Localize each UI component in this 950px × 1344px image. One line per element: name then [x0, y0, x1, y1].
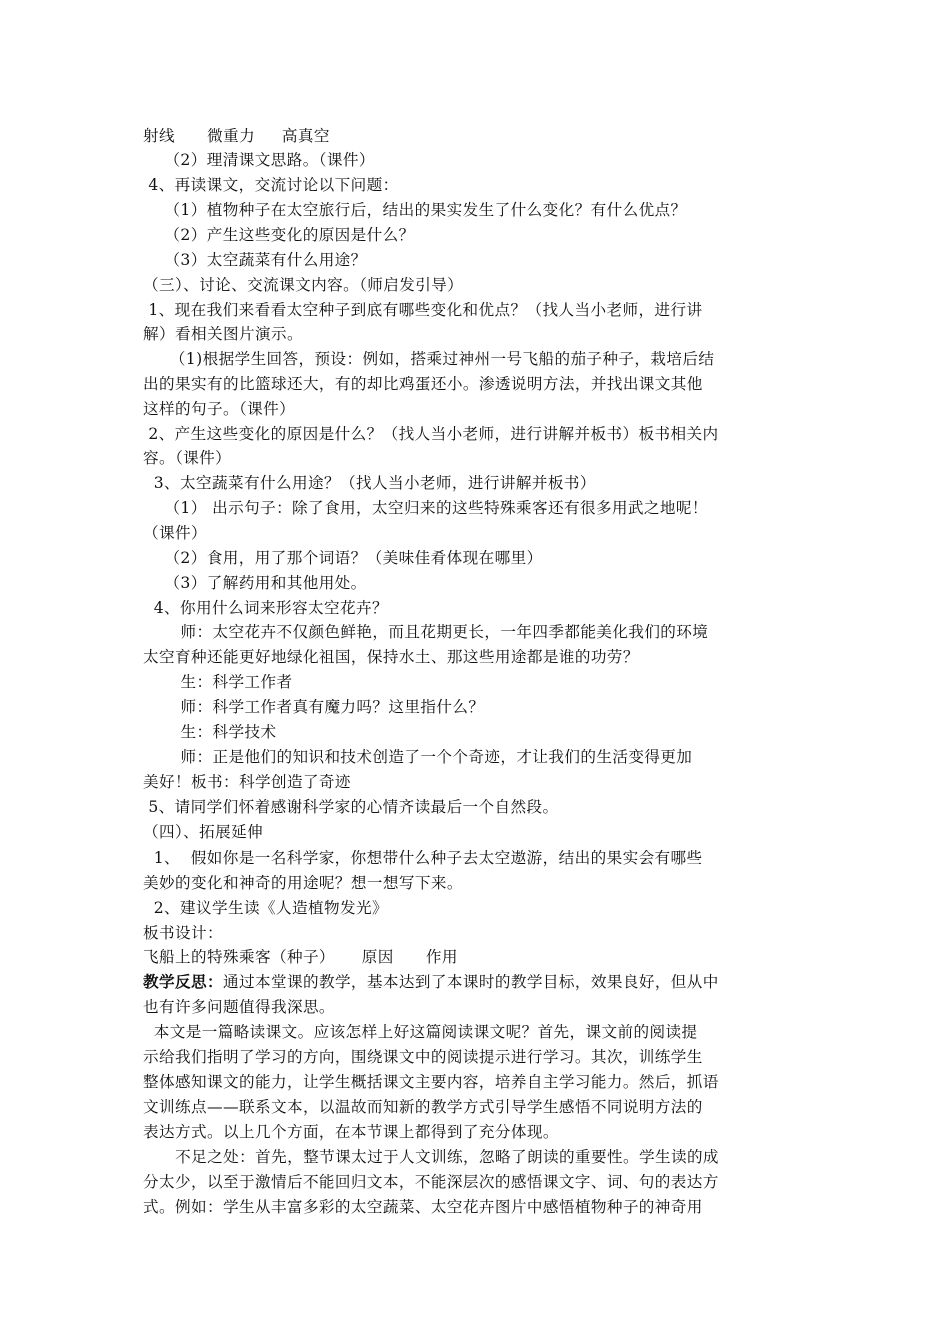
text-line: 这样的句子。（课件）: [143, 400, 296, 418]
text-line: （1)根据学生回答，预设：例如，搭乘过神州一号飞船的茄子种子，栽培后结: [143, 350, 715, 368]
text-line: 本文是一篇略读课文。应该怎样上好这篇阅读课文呢？首先，课文前的阅读提: [143, 1023, 698, 1041]
text-line: 容。（课件）: [143, 449, 232, 467]
text-line: 生：科学技术: [143, 723, 277, 741]
text-line: 文训练点——联系文本，以温故而知新的教学方式引导学生感悟不同说明方法的: [143, 1098, 703, 1116]
text-line: 板书设计：: [143, 924, 223, 942]
text-line: （2）产生这些变化的原因是什么？: [143, 226, 415, 244]
text-line: 射线 微重力 高真空: [143, 127, 330, 145]
text-line: （2）理清课文思路。（课件）: [143, 151, 375, 169]
text-line: 式。例如：学生从丰富多彩的太空蔬菜、太空花卉图片中感悟植物种子的神奇用: [143, 1198, 703, 1216]
text-line: 示给我们指明了学习的方向，围绕课文中的阅读提示进行学习。其次，训练学生: [143, 1048, 703, 1066]
reflection-label: 教学反思：: [143, 972, 223, 991]
text-line: 4、再读课文，交流讨论以下问题：: [143, 176, 399, 194]
text-line: 师：太空花卉不仅颜色鲜艳，而且花期更长，一年四季都能美化我们的环境: [143, 623, 709, 641]
text-line: （课件）: [143, 524, 207, 542]
text-line: （1） 出示句子：除了食用，太空归来的这些特殊乘客还有很多用武之地呢！: [143, 499, 708, 517]
text-line: 2、产生这些变化的原因是什么？（找人当小老师，进行讲解并板书）板书相关内: [143, 425, 719, 443]
text-line: 解）看相关图片演示。: [143, 325, 303, 343]
text-line: （2）食用，用了那个词语？（美味佳肴体现在哪里）: [143, 549, 543, 567]
text-line: 生：科学工作者: [143, 673, 293, 691]
text-line: 不足之处：首先，整节课太过于人文训练，忽略了朗读的重要性。学生读的成: [143, 1148, 719, 1166]
text-line: （3）太空蔬菜有什么用途？: [143, 251, 367, 269]
text-line: 2、建议学生读《人造植物发光》: [143, 899, 388, 917]
text-line: 表达方式。以上几个方面，在本节课上都得到了充分体现。: [143, 1123, 559, 1141]
text-line: 整体感知课文的能力，让学生概括课文主要内容，培养自主学习能力。然后，抓语: [143, 1073, 719, 1091]
text-line: 也有许多问题值得我深思。: [143, 998, 335, 1016]
text-line: 4、你用什么词来形容太空花卉？: [143, 599, 388, 617]
text-line: 飞船上的特殊乘客（种子） 原因 作用: [143, 948, 458, 966]
reflection-line: [143, 970, 719, 994]
text-line: 3、太空蔬菜有什么用途？（找人当小老师，进行讲解并板书）: [143, 474, 596, 492]
text-line: 5、请同学们怀着感谢科学家的心情齐读最后一个自然段。: [143, 798, 559, 816]
text-line: 师：科学工作者真有魔力吗？这里指什么？: [143, 698, 485, 716]
text-line: 美妙的变化和神奇的用途呢？想一想写下来。: [143, 874, 463, 892]
section-heading: （四）、拓展延伸: [143, 823, 264, 841]
text-line: 1、现在我们来看看太空种子到底有哪些变化和优点？（找人当小老师，进行讲: [143, 301, 703, 319]
reflection-text: 通过本堂课的教学，基本达到了本课时的教学目标，效果良好，但从中: [222, 973, 719, 991]
text-line: （1）植物种子在太空旅行后，结出的果实发生了什么变化？有什么优点？: [143, 201, 687, 219]
text-line: 美好！板书：科学创造了奇迹: [143, 773, 351, 791]
text-line: 出的果实有的比篮球还大，有的却比鸡蛋还小。渗透说明方法，并找出课文其他: [143, 375, 703, 393]
text-line: 师：正是他们的知识和技术创造了一个个奇迹，才让我们的生活变得更加: [143, 748, 693, 766]
text-line: 分太少，以至于激情后不能回归文本，不能深层次的感悟课文字、词、句的表达方: [143, 1173, 719, 1191]
text-line: （3）了解药用和其他用处。: [143, 574, 367, 592]
text-line: 1、 假如你是一名科学家，你想带什么种子去太空遨游，结出的果实会有哪些: [143, 849, 703, 867]
text-line: 太空育种还能更好地绿化祖国，保持水土、那这些用途都是谁的功劳？: [143, 648, 639, 666]
section-heading: （三）、讨论、交流课文内容。（师启发引导）: [143, 276, 464, 294]
